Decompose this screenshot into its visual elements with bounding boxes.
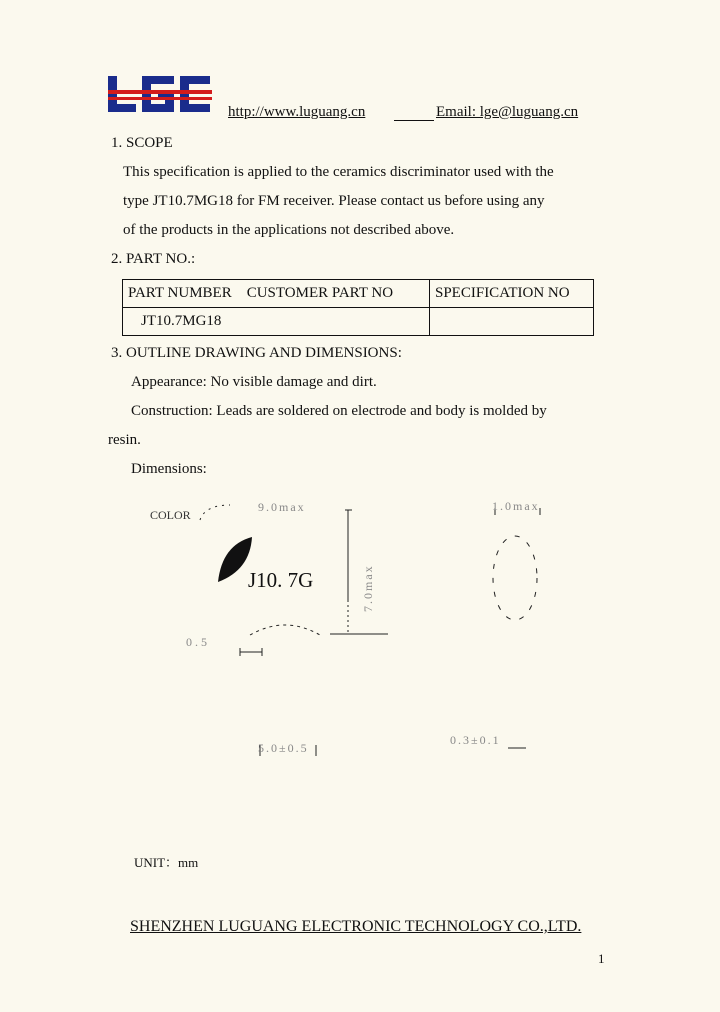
unit-label: UNIT：mm bbox=[134, 855, 199, 870]
cell-specification-no bbox=[430, 308, 594, 336]
dim-lead-pitch-label: 5.0±0.5 bbox=[258, 741, 309, 755]
header-part-number: PART NUMBER bbox=[128, 285, 232, 301]
page-number: 1 bbox=[598, 951, 605, 966]
component-marking: J10. 7G bbox=[248, 568, 314, 592]
scope-heading: 1. SCOPE bbox=[111, 135, 173, 151]
dimensions-label: Dimensions: bbox=[131, 461, 207, 477]
outline-heading: 3. OUTLINE DRAWING AND DIMENSIONS: bbox=[111, 345, 402, 361]
email-link[interactable]: Email: lge@luguang.cn bbox=[436, 104, 579, 120]
color-mark-icon bbox=[218, 537, 252, 582]
outline-drawing bbox=[0, 480, 720, 780]
company-footer: SHENZHEN LUGUANG ELECTRONIC TECHNOLOGY CO.,LTD. bbox=[130, 918, 582, 935]
table-row bbox=[123, 308, 594, 336]
scope-line-2: type JT10.7MG18 for FM receiver. Please contact us before using any bbox=[123, 193, 545, 209]
scope-line-1: This specification is applied to the ceramics discriminator used with the bbox=[123, 164, 554, 180]
construction-text: Construction: Leads are soldered on electrode and body is molded by bbox=[131, 403, 547, 419]
color-label: COLOR bbox=[150, 508, 191, 522]
header-underline bbox=[394, 120, 434, 121]
scope-line-3: of the products in the applications not described above. bbox=[123, 222, 455, 238]
website-link[interactable]: http://www.luguang.cn bbox=[228, 104, 366, 120]
part-no-heading: 2. PART NO.: bbox=[111, 251, 196, 267]
dim-thickness-label: 1.0max bbox=[492, 499, 540, 513]
table-header-row bbox=[123, 280, 594, 308]
company-logo bbox=[108, 76, 212, 116]
dim-width-label: 9.0max bbox=[258, 500, 306, 514]
body-outline-bottom bbox=[250, 625, 320, 635]
header-specification-no: SPECIFICATION NO bbox=[430, 280, 594, 308]
side-view-outline bbox=[493, 536, 537, 620]
appearance-text: Appearance: No visible damage and dirt. bbox=[131, 374, 377, 390]
dim-height-label: 7.0max bbox=[361, 564, 375, 612]
part-number-table bbox=[122, 279, 594, 336]
construction-text-cont: resin. bbox=[108, 432, 141, 448]
dim-lead-width-label: 0.5 bbox=[186, 635, 210, 649]
cell-part-number: JT10.7MG18 bbox=[123, 308, 430, 336]
body-outline-top bbox=[200, 505, 230, 520]
dim-lead-thickness-label: 0.3±0.1 bbox=[450, 733, 501, 747]
header-customer-part-no: CUSTOMER PART NO bbox=[246, 285, 394, 301]
header-cell-part-customer bbox=[123, 280, 430, 308]
